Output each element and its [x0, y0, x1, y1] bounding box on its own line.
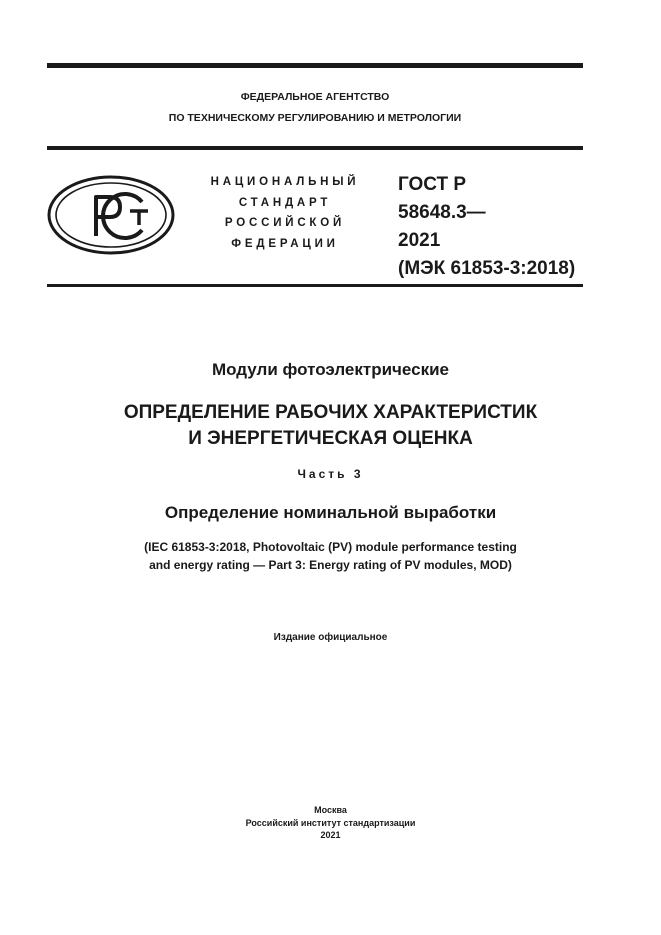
original-reference-line2: and energy rating — Part 3: Energy rating of PV modules, MOD) [149, 558, 512, 572]
part-title: Определение номинальной выработки [164, 503, 497, 522]
imprint [0, 804, 661, 842]
designation-line4: (МЭК 61853-3:2018) [398, 258, 576, 279]
designation-line2: 58648.3— [398, 202, 486, 223]
document-subject: Модули фотоэлектрические [211, 360, 450, 379]
original-reference-line1: (IEC 61853-3:2018, Photovoltaic (PV) module performance testing [144, 540, 517, 554]
rst-certification-logo-icon [47, 175, 175, 255]
national-standard-line4: ФЕДЕРАЦИИ [231, 237, 339, 250]
national-standard-line3: РОССИЙСКОЙ [224, 217, 346, 229]
part-number: Часть 3 [297, 467, 364, 481]
designation-line1: ГОСТ Р [398, 174, 467, 195]
designation-line3: 2021 [398, 230, 441, 251]
national-standard-line2: СТАНДАРТ [238, 196, 332, 209]
standard-designation [398, 171, 575, 283]
title-block-rule [47, 284, 583, 287]
national-standard-line1: НАЦИОНАЛЬНЫЙ [210, 176, 360, 188]
main-title-line1: ОПРЕДЕЛЕНИЕ РАБОЧИХ ХАРАКТЕРИСТИК [123, 402, 538, 423]
imprint-year: 2021 [320, 830, 341, 840]
original-standard-reference [0, 538, 661, 574]
national-standard-label [195, 172, 375, 254]
imprint-city: Москва [314, 805, 347, 815]
edition-label: Издание официальное [273, 632, 388, 643]
imprint-publisher: Российский институт стандартизации [245, 817, 416, 828]
main-title-line2: И ЭНЕРГЕТИЧЕСКАЯ ОЦЕНКА [188, 428, 473, 449]
document-main-title [0, 400, 661, 452]
agency-name-line1: ФЕДЕРАЛЬНОЕ АГЕНТСТВО [240, 91, 390, 103]
top-rule [47, 63, 583, 68]
header-rule [47, 146, 583, 150]
agency-name-line2: ПО ТЕХНИЧЕСКОМУ РЕГУЛИРОВАНИЮ И МЕТРОЛОГИИ [168, 112, 462, 124]
